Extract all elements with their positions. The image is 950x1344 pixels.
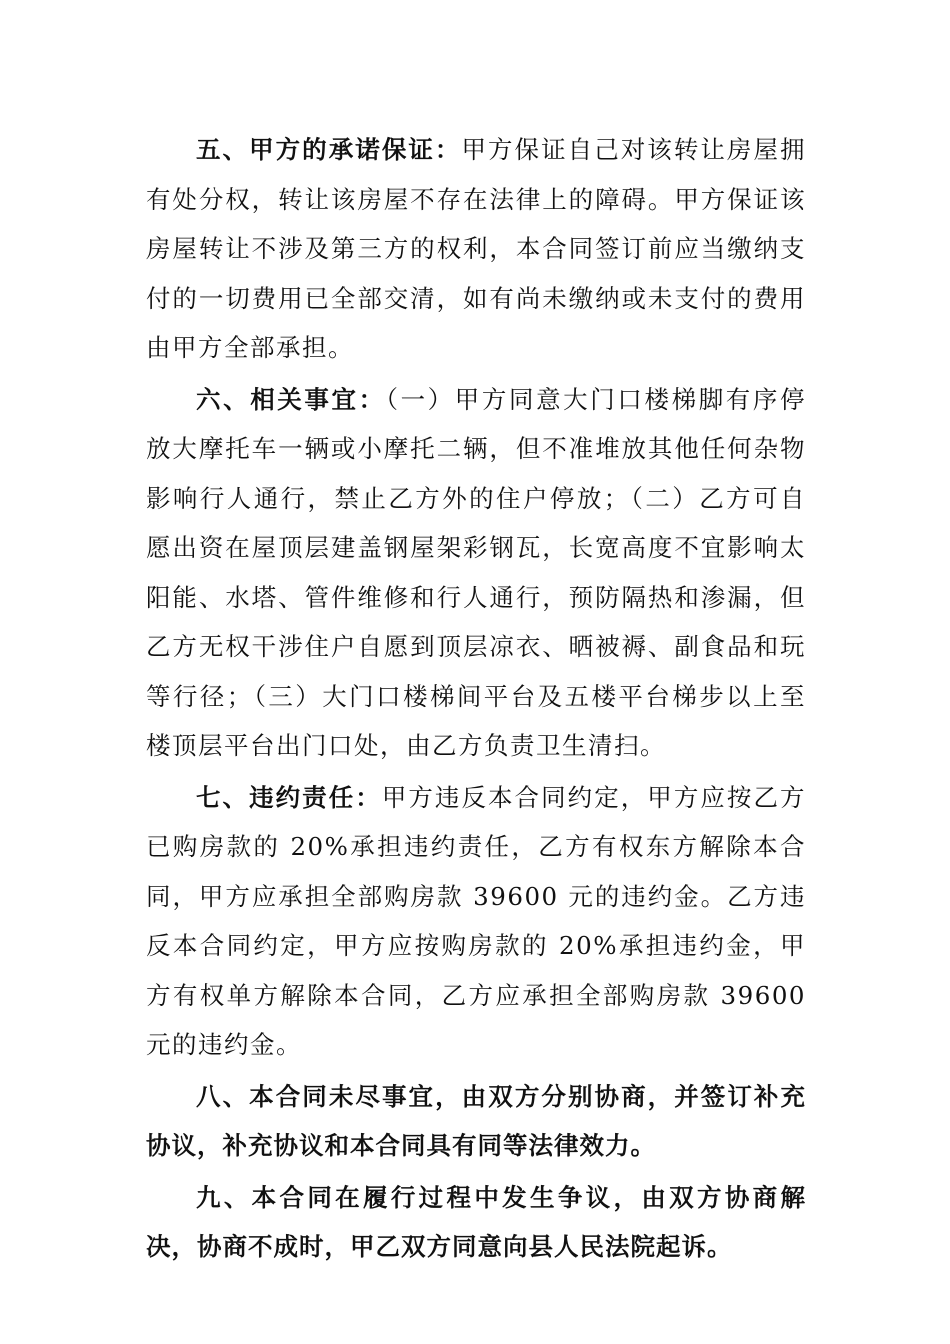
clause-five-body: 甲方保证自己对该转让房屋拥有处分权，转让该房屋不存在法律上的障碍。甲方保证该房屋转让不涉及第三方的权利，本合同签订前应当缴纳支付的一切费用已全部交清，如有尚未缴纳或未支付的费用由甲方全部承担。 xyxy=(146,135,807,362)
clause-five xyxy=(146,125,806,373)
clause-five-label: 五、甲方的承诺保证： xyxy=(196,135,462,164)
clause-nine: 九、本合同在履行过程中发生争议，由双方协商解决，协商不成时，甲乙双方同意向县人民法院起诉。 xyxy=(146,1182,806,1261)
clause-six-body: （一）甲方同意大门口楼梯脚有序停放大摩托车一辆或小摩托二辆，但不准堆放其他任何杂物影响行人通行，禁止乙方外的住户停放；（二）乙方可自愿出资在屋顶层建盖钢屋架彩钢瓦，长宽高度不宜影响太阳能、水塔、管件维修和行人通行，预防隔热和渗漏，但乙方无权干涉住户自愿到顶层凉衣、晒被褥、副食品和玩等行径；（三）大门口楼梯间平台及五楼平台梯步以上至楼顶层平台出门口处，由乙方负责卫生清扫。 xyxy=(146,384,807,760)
clause-six-label: 六、相关事宜： xyxy=(196,384,386,414)
clause-eight: 八、本合同未尽事宜，由双方分别协商，并签订补充协议，补充协议和本合同具有同等法律效力。 xyxy=(146,1081,806,1160)
clause-seven-body: 甲方违反本合同约定，甲方应按乙方已购房款的 20%承担违约责任，乙方有权东方解除本合同，甲方应承担全部购房款 39600 元的违约金。乙方违反本合同约定，甲方应按购房款的 20%承担违约金，甲方有权单方解除本合同，乙方应承担全部购房款 39600 元的违约金。 xyxy=(146,782,807,1059)
clause-seven xyxy=(146,773,806,1070)
document-page xyxy=(146,125,806,1272)
clause-six xyxy=(146,375,806,771)
clause-seven-label: 七、违约责任： xyxy=(196,782,382,812)
